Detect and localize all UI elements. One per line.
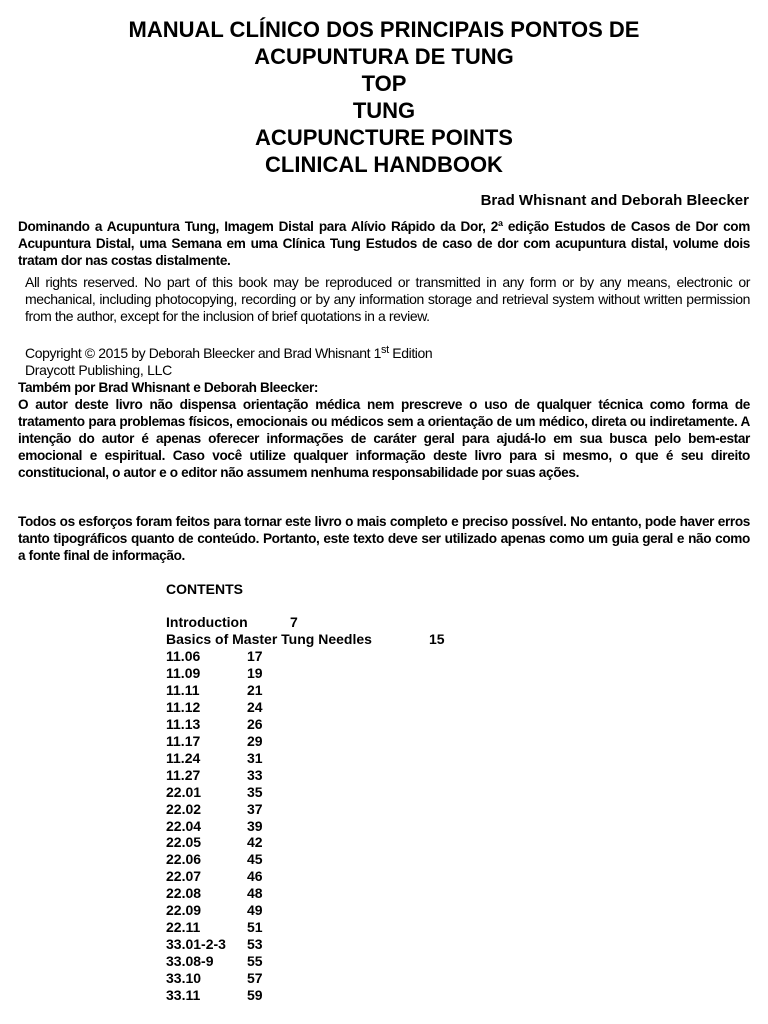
rights-paragraph: All rights reserved. No part of this book may be reproduced or transmitted in any form or by any means, electronic or mechanical, including photocopying, recording or by any information storage and retrieval system without written permission from the author, except for the inclusion of brief quotations in a review. bbox=[25, 274, 750, 324]
entry-page: 48 bbox=[247, 885, 263, 902]
contents-entry bbox=[166, 953, 263, 970]
entry-page: 17 bbox=[247, 648, 263, 664]
entry-label: 11.06 bbox=[166, 648, 201, 664]
entry-label: 22.11 bbox=[166, 919, 201, 936]
title-line: MANUAL CLÍNICO DOS PRINCIPAIS PONTOS DE bbox=[128, 17, 640, 42]
entry-page: 33 bbox=[247, 766, 263, 783]
contents-entry bbox=[166, 936, 263, 953]
contents-entry bbox=[166, 631, 445, 648]
contents-entry bbox=[166, 698, 263, 716]
title-line: ACUPUNTURA DE TUNG bbox=[254, 44, 514, 69]
copyright-line bbox=[25, 345, 432, 362]
disclaimer-paragraph: O autor deste livro não dispensa orientação médica nem prescreve o uso de qualquer técnica como forma de tratamento para problemas físicos, emocionais ou médicos sem a orientação de um médico, direta ou indiretamente. A intenção do autor é apenas oferecer informações de caráter geral para ajudá-lo em sua busca pelo bem-estar emocional e espiritual. Caso você utilize qualquer informação deste livro para si mesmo, o que é seu direito constitucional, o autor e o editor não assumem nenhuma responsabilidade por suas ações. bbox=[18, 397, 750, 480]
other-works-paragraph: Dominando a Acupuntura Tung, Imagem Distal para Alívio Rápido da Dor, 2ª edição Estudos de Casos de Dor com Acupuntura Distal, uma Semana em uma Clínica Tung Estudos de caso de dor com acupuntura distal, volume dois tratam dor nas costas distalmente. bbox=[18, 219, 750, 268]
document-title bbox=[0, 16, 768, 178]
contents-entry bbox=[166, 783, 263, 801]
entry-page: 7 bbox=[290, 614, 298, 630]
entry-page: 15 bbox=[429, 631, 445, 647]
entry-page: 19 bbox=[247, 664, 263, 681]
authors: Brad Whisnant and Deborah Bleecker bbox=[480, 192, 749, 209]
entry-page: 49 bbox=[247, 902, 263, 919]
entry-label: 11.27 bbox=[166, 766, 201, 783]
contents-entry bbox=[166, 664, 263, 682]
title-line: CLINICAL HANDBOOK bbox=[265, 152, 503, 177]
entry-page: 53 bbox=[247, 936, 263, 953]
entry-label: 22.02 bbox=[166, 800, 202, 817]
title-line: TUNG bbox=[352, 98, 416, 123]
entry-label: 22.06 bbox=[166, 851, 202, 868]
contents-entry bbox=[166, 648, 263, 665]
contents-entry bbox=[166, 817, 263, 835]
entry-page: 57 bbox=[247, 970, 263, 987]
contents-entry bbox=[166, 834, 263, 851]
entry-label: 11.11 bbox=[166, 681, 200, 698]
entry-page: 39 bbox=[247, 817, 263, 834]
entry-page: 37 bbox=[247, 800, 263, 817]
entry-label: 11.09 bbox=[166, 664, 201, 681]
entry-page: 46 bbox=[247, 868, 263, 885]
copyright-text: Copyright © 2015 by Deborah Bleecker and Brad Whisnant 1 bbox=[25, 345, 382, 361]
entry-label: 33.11 bbox=[166, 987, 201, 1003]
entry-label: 33.10 bbox=[166, 970, 202, 987]
entry-label: 33.08-9 bbox=[166, 953, 214, 970]
entry-page: 26 bbox=[247, 715, 263, 732]
title-line: ACUPUNCTURE POINTS bbox=[255, 125, 513, 150]
contents-entry bbox=[166, 970, 263, 987]
entry-label: 11.17 bbox=[166, 732, 201, 749]
entry-page: 24 bbox=[247, 698, 263, 715]
entry-label: 22.09 bbox=[166, 902, 202, 919]
accuracy-paragraph: Todos os esforços foram feitos para tornar este livro o mais completo e preciso possível. No entanto, pode haver erros tanto tipográficos quanto de conteúdo. Portanto, este texto deve ser utilizado apenas como um guia geral e não como a fonte final de informação. bbox=[18, 514, 750, 563]
entry-page: 29 bbox=[247, 732, 263, 749]
entry-page: 31 bbox=[247, 749, 263, 766]
entry-label: 11.12 bbox=[166, 698, 201, 715]
entry-page: 45 bbox=[247, 851, 263, 868]
contents-heading: CONTENTS bbox=[166, 581, 243, 597]
contents-entry bbox=[166, 800, 263, 818]
contents-entry bbox=[166, 715, 263, 733]
contents-entry bbox=[166, 919, 263, 936]
publisher: Draycott Publishing, LLC bbox=[25, 362, 172, 378]
entry-page: 59 bbox=[247, 987, 263, 1003]
contents-entry bbox=[166, 732, 263, 750]
entry-label: 11.13 bbox=[166, 715, 201, 732]
entry-page: 21 bbox=[247, 681, 263, 698]
copyright-sup: st bbox=[381, 344, 389, 356]
entry-label: Basics of Master Tung Needles bbox=[166, 631, 372, 647]
contents-entry bbox=[166, 885, 263, 902]
contents-entry bbox=[166, 614, 298, 631]
entry-label: 11.24 bbox=[166, 749, 201, 766]
entry-label: 22.04 bbox=[166, 817, 202, 834]
entry-label: 33.01-2-3 bbox=[166, 936, 226, 953]
entry-page: 35 bbox=[247, 783, 263, 800]
contents-entry bbox=[166, 902, 263, 919]
contents-entry bbox=[166, 987, 263, 1004]
title-line: TOP bbox=[361, 71, 407, 96]
entry-page: 51 bbox=[247, 919, 263, 936]
entry-label: 22.01 bbox=[166, 783, 202, 800]
contents-entry bbox=[166, 749, 263, 767]
entry-label: 22.08 bbox=[166, 885, 202, 902]
copyright-edition: Edition bbox=[388, 345, 433, 361]
entry-label: 22.05 bbox=[166, 834, 202, 851]
entry-label: 22.07 bbox=[166, 868, 202, 885]
entry-page: 42 bbox=[247, 834, 263, 851]
contents-entry bbox=[166, 851, 263, 868]
contents-entry bbox=[166, 868, 263, 885]
entry-page: 55 bbox=[247, 953, 263, 970]
entry-label: Introduction bbox=[166, 614, 248, 630]
also-by-heading: Também por Brad Whisnant e Deborah Bleecker: bbox=[18, 380, 319, 395]
contents-entry bbox=[166, 681, 263, 699]
contents-entry bbox=[166, 766, 263, 784]
